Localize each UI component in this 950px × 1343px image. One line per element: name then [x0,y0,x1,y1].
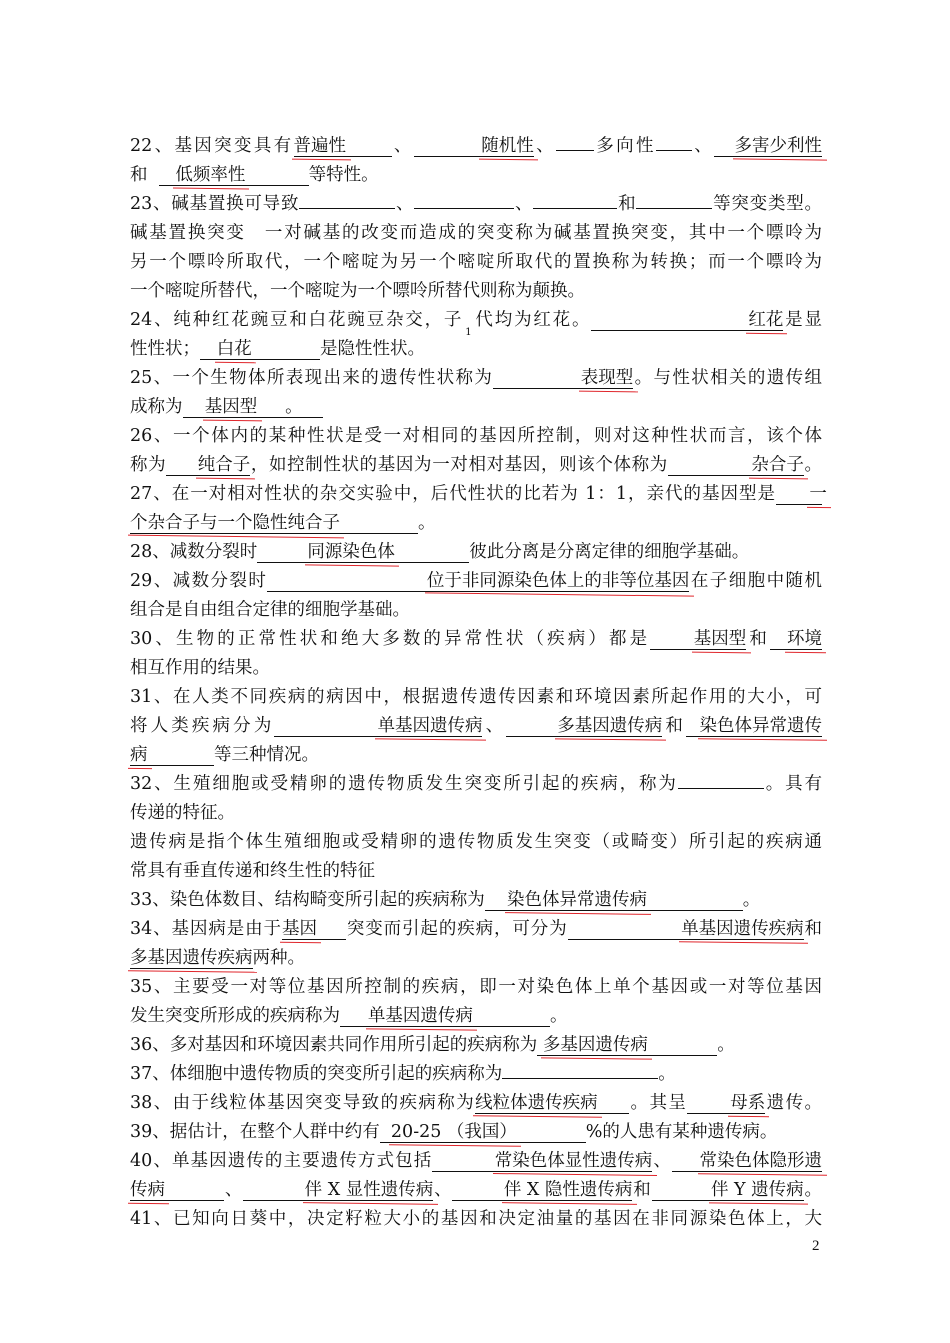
blank [672,1151,822,1172]
q39-text: %的人患有某种遗传病。 [585,1122,778,1142]
question-25-line-1 [130,364,822,393]
q40-text: 40、单基因遗传的主要遗传方式包括 [130,1151,433,1171]
question-31-line-2 [130,712,822,741]
blank [159,165,309,186]
question-31-line-3 [130,741,822,770]
separator: 、 [691,136,715,156]
answer-text: 低频率性 [175,165,246,185]
question-31-line-1: 31、在人类不同疾病的病因中，根据遗传遗传因素和环境因素所起作用的大小，可 [130,687,822,707]
q31-text: 将人类疾病分为 [130,716,275,736]
q37-text: 37、体细胞中遗传物质的突变所引起的疾病称为 [130,1064,503,1084]
blank [533,208,617,209]
question-30-line-1 [130,625,822,654]
q30-text: 和 [746,629,770,649]
answer-text: 多基因遗传疾病 [130,948,253,968]
answer-text: 单基因遗传疾病 [681,919,804,939]
blank [652,1180,804,1201]
blank [650,629,746,650]
q38-text: 。其呈 [629,1093,688,1113]
answer-text: 基因型 [693,629,747,649]
page-number: 2 [812,1238,820,1254]
answer-text: 染色体异常遗传病 [507,890,648,910]
question-27-line-2 [130,509,822,538]
q22-text: 等特性。 [308,165,379,185]
question-22-line-1 [130,132,822,161]
q33-text: 33、染色体数目、结构畸变所引起的疾病称为 [130,890,485,910]
q28-text: 彼此分离是分离定律的细胞学基础。 [469,542,750,562]
q32-text: 。具有 [763,774,822,794]
blank [656,150,692,151]
question-32-line-1 [130,770,822,799]
answer-text: 单基因遗传病 [377,716,483,736]
question-40-line-2 [130,1176,822,1205]
separator: 、 [514,194,534,214]
answer-text: 病 [130,745,148,765]
q24-text: 24、纯种红花豌豆和白花豌豆杂交，子 [130,310,464,330]
q29-text: 29、减数分裂时 [130,571,268,591]
q31-text: 和 [662,716,687,736]
answer-text: 个杂合子与一个隐性纯合子 [130,513,340,533]
q24-text: 代均为红花。 [473,310,592,330]
blank [776,484,827,505]
q26-text: 。 [803,455,823,475]
blank [714,136,822,157]
blank [257,542,469,563]
q34-text: 34、基因病是由于 [130,919,282,939]
blank [282,919,346,940]
answer-text: 单基因遗传病 [367,1006,473,1026]
blank [267,571,689,592]
blank [485,890,743,911]
answer-text: 线粒体遗传疾病 [475,1093,598,1113]
separator: 、 [482,716,507,736]
q23-text: 23、碱基置换可导致 [130,194,300,214]
blank [200,339,320,360]
answer-text: 常染色体显性遗传病 [494,1151,653,1171]
blank [183,397,323,418]
blank [475,1093,629,1114]
answer-text: 伴 X 隐性遗传病 [503,1180,633,1200]
blank [686,716,822,737]
blank [130,1180,224,1201]
question-41-line-1: 41、已知向日葵中，决定籽粒大小的基因和决定油量的基因在非同源染色体上，大 [130,1209,822,1229]
answer-text: 一 [809,484,827,504]
blank [380,1122,586,1143]
q27-text: 27、在一对相对性状的杂交实验中，后代性状的比若为 1：1，亲代的基因型是 [130,484,776,504]
question-29-line-2: 组合是自由组合定律的细胞学基础。 [130,600,410,620]
q26-text: ，如控制性状的基因为一对相对基因，则该个体称为 [250,455,668,475]
answer-text: 白花 [216,339,252,359]
question-23-note-2: 另一个嘌呤所取代，一个嘧啶为另一个嘧啶所取代的置换称为转换；而一个嘌呤为 [130,252,822,272]
q33-text: 。 [742,890,761,910]
document-body [130,132,827,1234]
blank [299,208,395,209]
q22-text: 多向性 [593,136,656,156]
q24-text: 性性状； [130,339,200,359]
question-28-line-1 [130,538,822,567]
blank [537,1035,717,1056]
q34-text: 两种。 [252,948,305,968]
q25-text: 成称为 [130,397,183,417]
answer-text: 多基因遗传病 [542,1035,648,1055]
blank [568,919,804,940]
blank [502,1078,658,1079]
q25-text: 。与性状相关的遗传组 [633,368,822,388]
blank [506,716,662,737]
question-24-line-1 [130,306,823,338]
q29-text: 在子细胞中随机 [689,571,822,591]
question-37-line-1 [130,1060,822,1089]
question-26-line-2 [130,451,822,480]
question-35-line-1: 35、主要受一对等位基因所控制的疾病，即一对染色体上单个基因或一对等位基因 [130,977,822,997]
q22-text: 22、基因突变具有 [130,136,294,156]
q30-text: 30、生物的正常性状和绝大多数的异常性状（疾病）都是 [130,629,651,649]
answer-text: 母系 [730,1093,766,1113]
question-35-line-2 [130,1002,822,1031]
blank [130,745,214,766]
question-36-line-1 [130,1031,822,1060]
question-33-line-1 [130,886,822,915]
blank [414,208,514,209]
separator: 、 [433,1180,453,1200]
blank [556,150,594,151]
q36-text: 。 [717,1035,735,1055]
answer-text: 基因 [281,919,317,939]
question-22-line-2 [130,161,822,190]
q35-text: 。 [550,1006,568,1026]
answer-text: 随机性 [481,136,534,156]
separator: 、 [224,1180,244,1200]
question-30-line-2: 相互作用的结果。 [130,658,270,678]
q23-text: 等突变类型。 [712,194,822,214]
question-23-note-1: 碱基置换突变 一对碱基的改变而造成的突变称为碱基置换突变，其中一个嘌呤为 [130,223,822,243]
blank [274,716,482,737]
q34-text: 和 [803,919,823,939]
blank [294,136,392,157]
answer-text: 20-25 （我国） [390,1122,517,1142]
q26-text: 称为 [130,455,167,475]
answer-text: 多基因遗传病 [557,716,663,736]
blank [243,1180,433,1201]
blank [770,629,822,650]
blank [687,1093,765,1114]
question-32-line-2: 传递的特征。 [130,803,235,823]
separator: 、 [652,1151,672,1171]
blank [130,948,253,969]
q39-text: 39、据估计，在整个人群中约有 [130,1122,380,1142]
blank [414,136,534,157]
question-25-line-2 [130,393,822,422]
q38-text: 38、由于线粒体基因突变导致的疾病称为 [130,1093,476,1113]
answer-text: 表现型 [580,368,634,388]
blank [452,1180,632,1201]
q38-text: 遗传。 [765,1093,822,1113]
question-27-line-1 [130,480,827,509]
answer-text: 基因型 [204,397,258,417]
answer-text: 红花 [748,310,784,330]
answer-text: 普遍性 [293,136,347,156]
blank [678,788,764,789]
q40-text: 。 [803,1180,823,1200]
separator: 、 [533,136,556,156]
q32-text: 32、生殖细胞或受精卵的遗传物质发生突变所引起的疾病，称为 [130,774,678,794]
blank [130,513,418,534]
blank [668,455,804,476]
q27-text: 。 [418,513,436,533]
answer-text: 染色体异常遗传 [699,716,823,736]
answer-text: 环境 [787,629,822,649]
q23-text: 和 [617,194,637,214]
answer-text: 伴 X 显性遗传病 [304,1180,434,1200]
q25-text: 25、一个生物体所表现出来的遗传性状称为 [130,368,494,388]
question-40-line-1 [130,1147,822,1176]
question-34-line-1 [130,915,822,944]
question-29-line-1 [130,567,822,596]
subscript: 1 [465,327,472,338]
question-26-line-1: 26、一个体内的某种性状是受一对相同的基因所控制，则对这种性状而言，该个体 [130,426,822,446]
blank [432,1151,652,1172]
answer-text: 杂合子 [751,455,804,475]
q37-text: 。 [658,1064,676,1084]
answer-text: 常染色体隐形遗 [699,1151,822,1171]
question-23-note-3: 一个嘧啶所替代，一个嘧啶为一个嘌呤所替代则称为颠换。 [130,281,585,301]
blank [493,368,633,389]
q34-text: 突变而引起的疾病，可分为 [345,919,568,939]
q25-text: 。 [285,397,303,417]
question-39-line-1 [130,1118,822,1147]
answer-text: 位于非同源染色体上的非等位基因 [426,571,690,591]
question-32-note-1: 遗传病是指个体生殖细胞或受精卵的遗传物质发生突变（或畸变）所引起的疾病通 [130,832,822,852]
q28-text: 28、减数分裂时 [130,542,258,562]
blank [591,310,783,331]
question-34-line-2 [130,944,822,973]
answer-text: 传病 [130,1180,165,1200]
q24-text: 是显 [783,310,823,330]
q35-text: 发生突变所形成的疾病称为 [130,1006,340,1026]
answer-text: 同源染色体 [307,542,395,562]
q36-text: 36、多对基因和环境因素共同作用所引起的疾病称为 [130,1035,538,1055]
q40-text: 和 [632,1180,652,1200]
answer-text: 伴 Y 遗传病 [710,1180,804,1200]
question-38-line-1 [130,1089,822,1118]
answer-text: 纯合子 [197,455,251,475]
question-32-note-2: 常具有垂直传递和终生性的特征 [130,861,375,881]
question-24-line-2 [130,335,822,364]
blank [636,208,712,209]
separator: 、 [391,136,414,156]
blank [340,1006,550,1027]
separator: 、 [395,194,415,214]
blank [166,455,250,476]
q22-text: 和 [130,165,148,185]
q31-text: 等三种情况。 [214,745,319,765]
answer-text: 多害少利性 [734,136,823,156]
question-23-line-1 [130,190,822,219]
q24-text: 是隐性性状。 [320,339,425,359]
